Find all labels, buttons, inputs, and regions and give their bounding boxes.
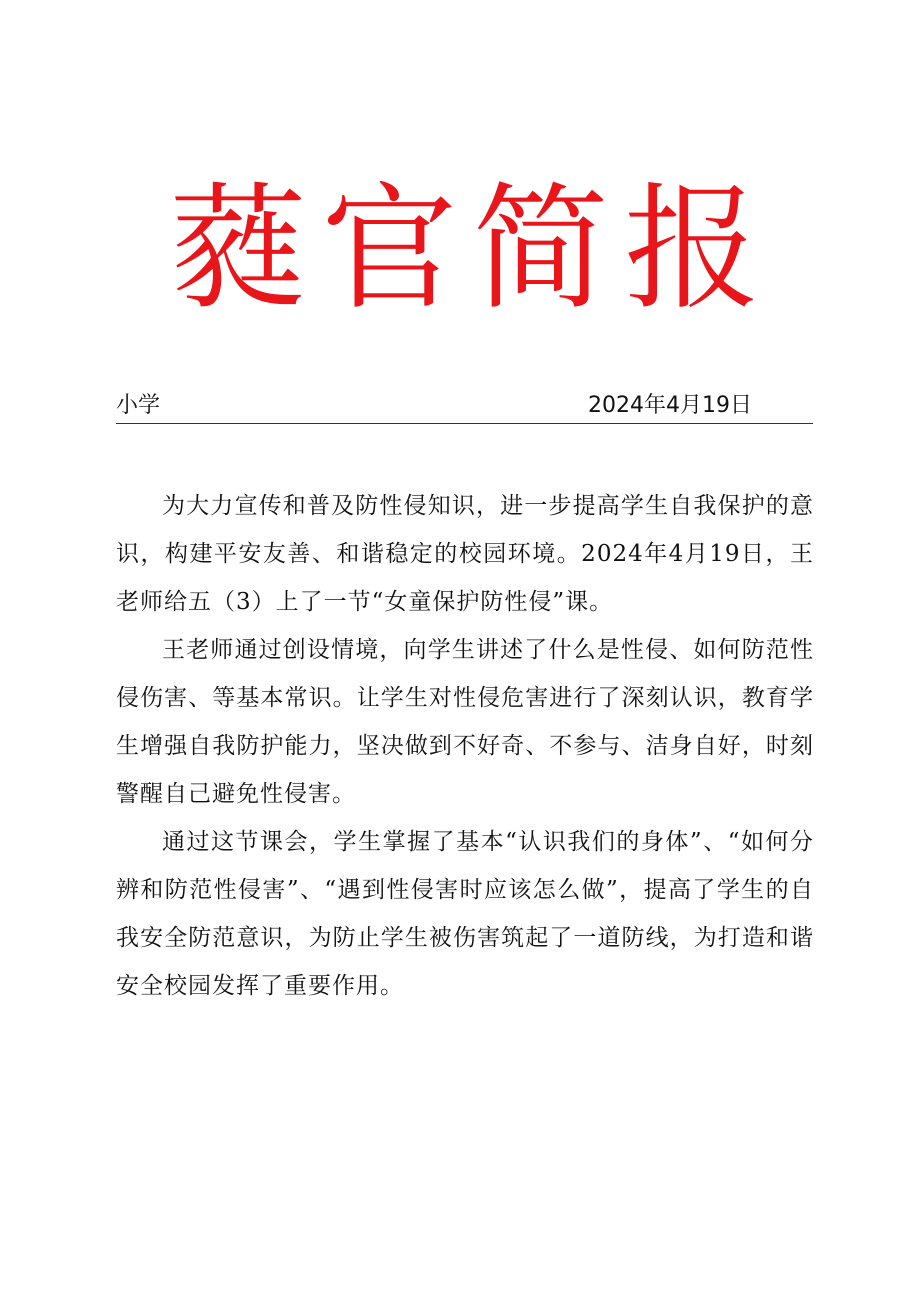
school-name: 小学 [116, 393, 161, 418]
masthead-char-1: 蕤 [170, 171, 306, 329]
issue-header [116, 392, 812, 424]
paragraph-1: 为大力宣传和普及防性侵知识，进一步提高学生自我保护的意识，构建平安友善、和谐稳定的校园环境。2024年4月19日，王老师给五（3）上了一节“女童保护防性侵”课。 [116, 493, 814, 615]
masthead-title [170, 171, 760, 329]
issue-date: 2024年4月19日 [588, 393, 752, 418]
masthead-char-2: 官 [321, 171, 458, 329]
paragraph-3: 通过这节课会，学生掌握了基本“认识我们的身体”、“如何分辨和防范性侵害”、“遇到性侵害时应该怎么做”，提高了学生的自我安全防范意识，为防止学生被伤害筑起了一道防线，为打造和谐安全校园发挥了重要作用。 [116, 829, 814, 999]
paragraph-2: 王老师通过创设情境，向学生讲述了什么是性侵、如何防范性侵伤害、等基本常识。让学生对性侵危害进行了深刻认识，教育学生增强自我防护能力，坚决做到不好奇、不参与、洁身自好，时刻警醒自己避免性侵害。 [116, 637, 814, 807]
article-body [116, 482, 814, 1010]
masthead-char-3: 简 [472, 171, 609, 329]
masthead-char-4: 报 [623, 171, 760, 329]
header-divider [116, 423, 813, 424]
